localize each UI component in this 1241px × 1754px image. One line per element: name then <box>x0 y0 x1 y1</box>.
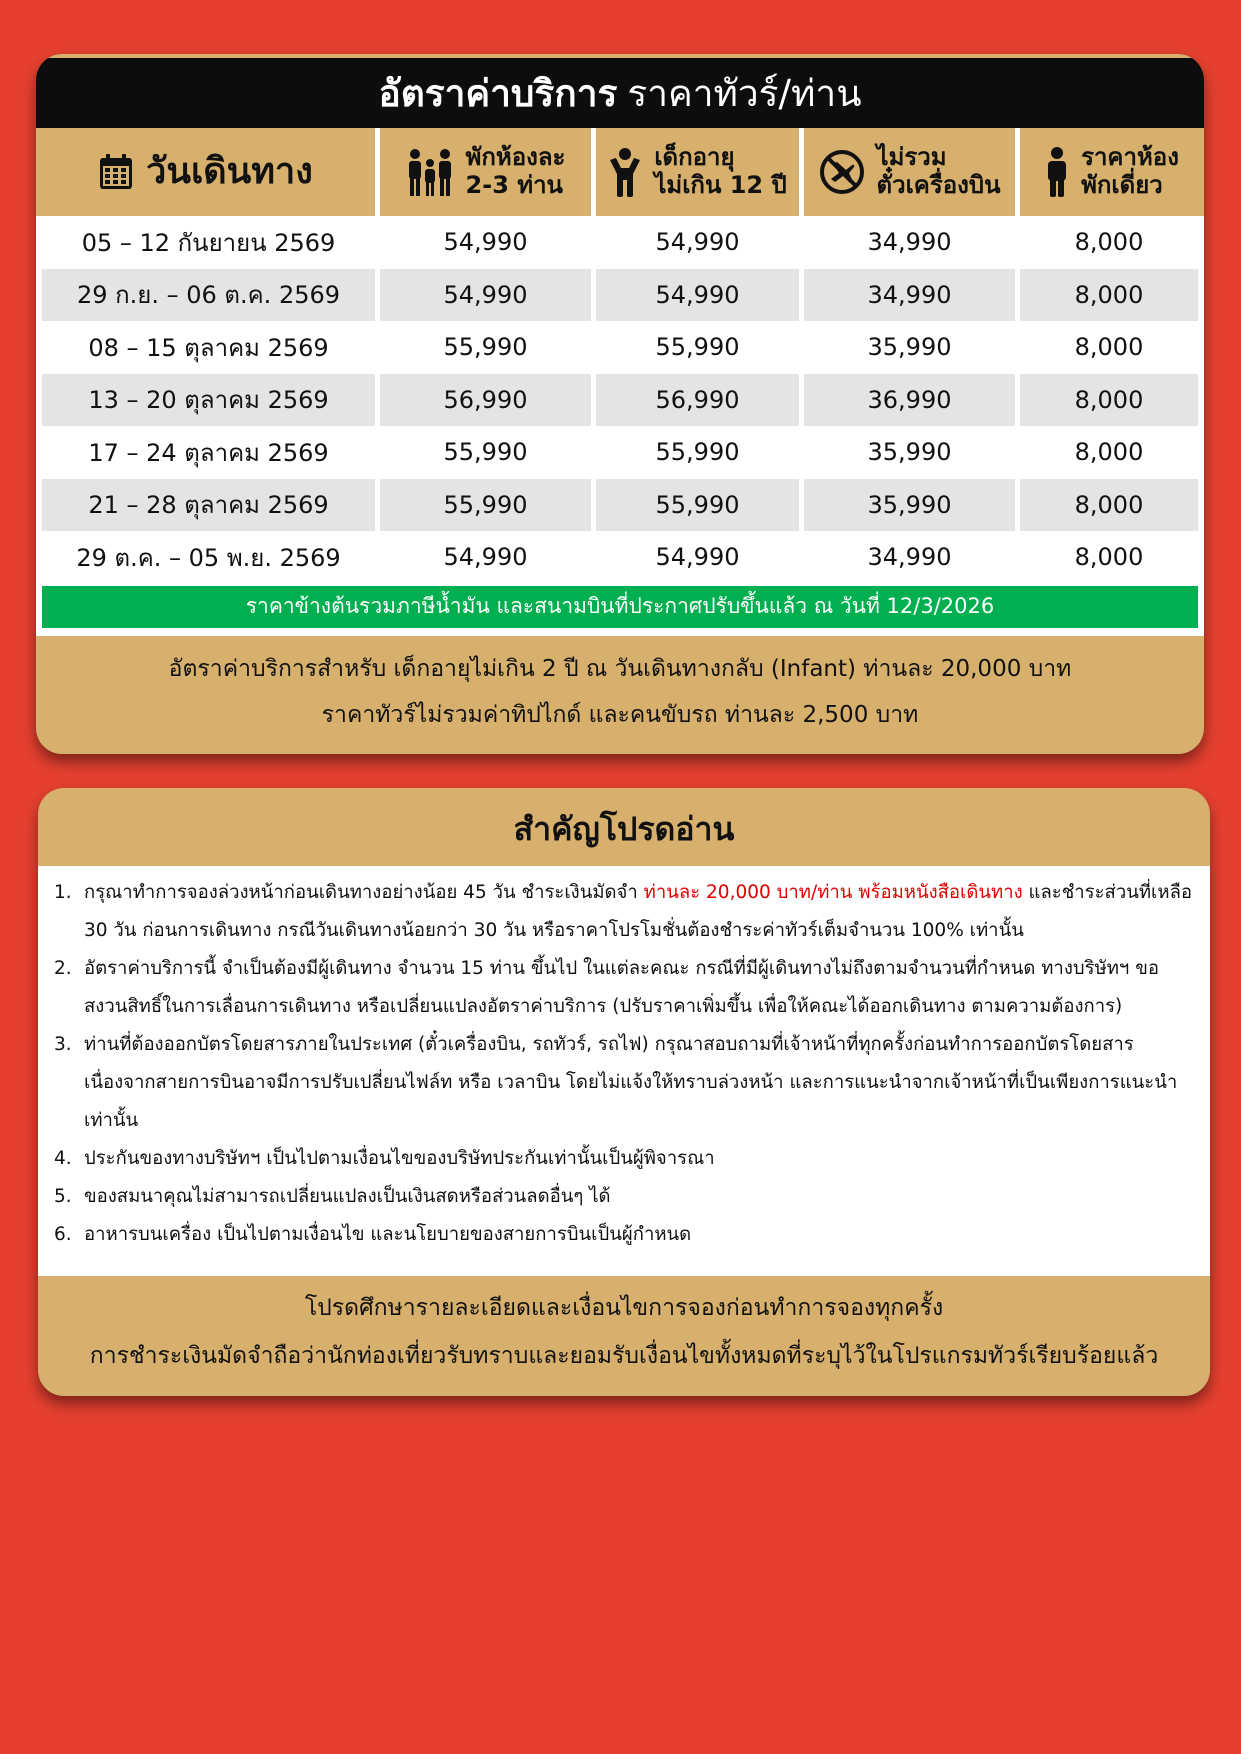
list-number: 4. <box>54 1148 72 1169</box>
price-card-footer <box>36 636 1204 738</box>
header-child <box>596 128 804 216</box>
title-bold: อัตราค่าบริการ <box>378 71 618 115</box>
header-child-line1: เด็กอายุ <box>654 143 735 172</box>
child-price-cell: 55,990 <box>596 479 804 532</box>
infant-note: อัตราค่าบริการสำหรับ เด็กอายุไม่เกิน 2 ปี ณ วันเดินทางกลับ (Infant) ท่านละ 20,000 บาท <box>168 655 1072 682</box>
adult-price-cell: 54,990 <box>380 531 596 584</box>
important-footer <box>38 1276 1210 1380</box>
adult-price-cell: 55,990 <box>380 479 596 532</box>
no-ticket-price-cell: 35,990 <box>804 321 1020 374</box>
header-no-ticket-line2: ตั๋วเครื่องบิน <box>876 171 1001 199</box>
list-number: 2. <box>54 958 72 979</box>
list-item <box>54 1178 1196 1216</box>
single-price-cell: 8,000 <box>1020 479 1198 532</box>
header-child-line2: ไม่เกิน 12 ปี <box>654 171 787 199</box>
date-cell: 29 ต.ค. – 05 พ.ย. 2569 <box>42 531 380 584</box>
adult-price-cell: 56,990 <box>380 374 596 427</box>
no-ticket-price-cell: 35,990 <box>804 426 1020 479</box>
single-price-cell: 8,000 <box>1074 543 1144 572</box>
table-row <box>42 531 1198 584</box>
header-date-label: วันเดินทาง <box>146 151 313 193</box>
child-icon <box>608 146 642 198</box>
price-card-title <box>36 54 1204 128</box>
list-item <box>54 1216 1196 1254</box>
header-date <box>36 128 380 216</box>
header-room-2-3 <box>380 128 596 216</box>
child-price-cell: 54,990 <box>596 216 804 269</box>
header-room-line2: 2-3 ท่าน <box>465 171 563 199</box>
table-header <box>36 128 1204 216</box>
item-text: ท่านที่ต้องออกบัตรโดยสารภายในประเทศ (ตั๋วเครื่องบิน, รถทัวร์, รถไฟ) กรุณาสอบถามที่เจ้าหน้าที่ทุกครั้งก่อนทำการออกบัตรโดยสาร เนื่องจากสายการบินอาจมีการปรับเปลี่ยนไฟล์ท หรือ เวลาบิน โดยไม่แจ้งให้ทราบล่วงหน้า และการแนะนำจากเจ้าหน้าที่เป็นเพียงการแนะนำเท่านั้น <box>84 1034 1178 1131</box>
no-ticket-price-cell: 35,990 <box>804 479 1020 532</box>
item-text: ประกันของทางบริษัทฯ เป็นไปตามเงื่อนไขของบริษัทประกันเท่านั้นเป็นผู้พิจารณา <box>84 1148 715 1169</box>
adult-price-cell: 54,990 <box>380 269 596 322</box>
table-row <box>42 374 1198 427</box>
header-no-ticket-line1: ไม่รวม <box>876 143 947 172</box>
header-single <box>1020 128 1204 216</box>
item-text: และชำระส่วนที่เหลือ 30 วัน ก่อนการเดินทาง กรณีวันเดินทางน้อยกว่า 30 วัน หรือราคาโปรโมชั่นต้องชำระค่าทัวร์เต็มจำนวน 100% เท่านั้น <box>84 882 1193 941</box>
important-title: สำคัญโปรดอ่าน <box>513 809 735 848</box>
adult-price-cell: 55,990 <box>380 321 596 374</box>
important-card <box>38 788 1210 1396</box>
item-text: อัตราค่าบริการนี้ จำเป็นต้องมีผู้เดินทาง จำนวน 15 ท่าน ขึ้นไป ในแต่ละคณะ กรณีที่มีผู้เดินทางไม่ถึงตามจำนวนที่กำหนด ทางบริษัทฯ ขอสงวนสิทธิ์ในการเลื่อนการเดินทาง หรือเปลี่ยนแปลงอัตราค่าบริการ (ปรับราคาเพิ่มขึ้น เพื่อให้คณะได้ออกเดินทาง ตามความต้องการ) <box>84 958 1159 1017</box>
table-row <box>42 216 1198 269</box>
single-price-cell: 8,000 <box>1020 374 1198 427</box>
child-price-cell: 55,990 <box>596 426 804 479</box>
single-price-cell: 8,000 <box>1074 333 1144 362</box>
important-list-box <box>38 866 1210 1276</box>
adult-price-cell: 54,990 <box>380 216 596 269</box>
list-item <box>54 1140 1196 1178</box>
list-item <box>54 1026 1196 1140</box>
child-price-cell: 55,990 <box>596 321 804 374</box>
date-cell: 08 – 15 ตุลาคม 2569 <box>42 321 380 374</box>
date-cell: 21 – 28 ตุลาคม 2569 <box>42 479 380 532</box>
table-row <box>42 426 1198 479</box>
table-row <box>42 479 1198 532</box>
calendar-icon <box>98 153 134 191</box>
fuel-tax-note: ราคาข้างต้นรวมภาษีน้ำมัน และสนามบินที่ประกาศปรับขึ้นแล้ว ณ วันที่ 12/3/2026 <box>42 586 1198 628</box>
list-number: 3. <box>54 1034 72 1055</box>
no-ticket-price-cell: 34,990 <box>804 216 1020 269</box>
family-icon <box>406 146 454 198</box>
no-ticket-price-cell: 34,990 <box>804 531 1020 584</box>
table-row <box>42 269 1198 322</box>
date-cell: 05 – 12 กันยายน 2569 <box>42 216 380 269</box>
table-row <box>42 321 1198 374</box>
list-item <box>54 874 1196 950</box>
header-single-line1: ราคาห้อง <box>1081 143 1179 172</box>
header-single-line2: พักเดี่ยว <box>1081 171 1163 199</box>
item-text: กรุณาทำการจองล่วงหน้าก่อนเดินทางอย่างน้อย 45 วัน ชำระเงินมัดจำ <box>84 882 644 903</box>
important-list <box>54 866 1196 1254</box>
header-room-line1: พักห้องละ <box>465 143 566 172</box>
single-price-cell: 8,000 <box>1074 228 1144 257</box>
child-price-cell: 56,990 <box>596 374 804 427</box>
price-card <box>36 54 1204 754</box>
list-number: 6. <box>54 1224 72 1245</box>
list-number: 1. <box>54 882 72 903</box>
price-table <box>36 216 1204 636</box>
no-ticket-price-cell: 36,990 <box>804 374 1020 427</box>
single-person-icon <box>1045 146 1069 198</box>
child-price-cell: 54,990 <box>596 531 804 584</box>
footer-line-2: การชำระเงินมัดจำถือว่านักท่องเที่ยวรับทราบและยอมรับเงื่อนไขทั้งหมดที่ระบุไว้ในโปรแกรมทัวร์เรียบร้อยแล้ว <box>89 1343 1159 1369</box>
no-ticket-price-cell: 34,990 <box>804 269 1020 322</box>
no-flight-icon <box>819 149 865 195</box>
date-cell: 29 ก.ย. – 06 ต.ค. 2569 <box>42 269 380 322</box>
child-price-cell: 54,990 <box>596 269 804 322</box>
list-number: 5. <box>54 1186 72 1207</box>
title-rest: ราคาทัวร์/ท่าน <box>627 71 862 115</box>
item-text: ของสมนาคุณไม่สามารถเปลี่ยนแปลงเป็นเงินสดหรือส่วนลดอื่นๆ ได้ <box>84 1186 611 1207</box>
item-highlight: ท่านละ 20,000 บาท/ท่าน พร้อมหนังสือเดินทาง <box>643 882 1023 903</box>
header-no-ticket <box>804 128 1020 216</box>
single-price-cell: 8,000 <box>1020 269 1198 322</box>
footer-line-1: โปรดศึกษารายละเอียดและเงื่อนไขการจองก่อนทำการจองทุกครั้ง <box>304 1295 944 1321</box>
date-cell: 13 – 20 ตุลาคม 2569 <box>42 374 380 427</box>
list-item <box>54 950 1196 1026</box>
adult-price-cell: 55,990 <box>380 426 596 479</box>
tip-note: ราคาทัวร์ไม่รวมค่าทิปไกด์ และคนขับรถ ท่านละ 2,500 บาท <box>321 701 919 728</box>
date-cell: 17 – 24 ตุลาคม 2569 <box>42 426 380 479</box>
single-price-cell: 8,000 <box>1074 438 1144 467</box>
item-text: อาหารบนเครื่อง เป็นไปตามเงื่อนไข และนโยบายของสายการบินเป็นผู้กำหนด <box>84 1224 692 1245</box>
